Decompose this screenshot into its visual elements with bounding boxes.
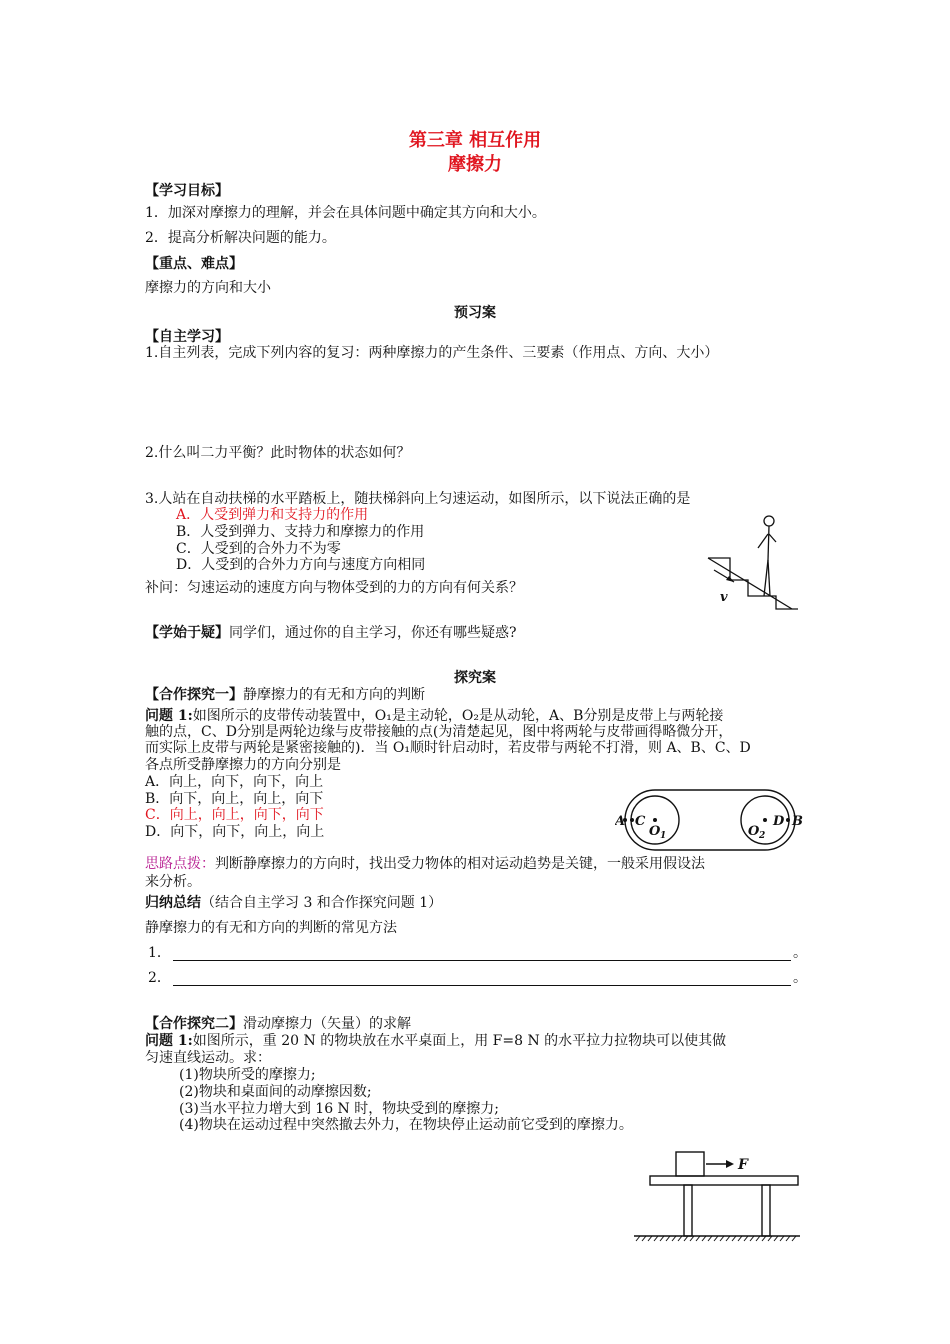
summary-label: 归纳总结: [145, 895, 201, 911]
problem2-text: 匀速直线运动。求：: [145, 1050, 271, 1066]
belt-drive-figure: [615, 787, 805, 853]
velocity-label: v: [720, 590, 728, 605]
coop2-line: [145, 1016, 411, 1033]
hint-line: [145, 856, 705, 873]
p2-item: (2)物块和桌面间的动摩擦因数;: [179, 1084, 372, 1100]
problem1-line: [145, 708, 723, 725]
problem1-label: 问题 1:: [145, 708, 193, 724]
problem2-text: 如图所示，重 20 N 的物块放在水平桌面上，用 F=8 N 的水平拉力拉物块可以使其做: [192, 1033, 727, 1049]
summary-subtitle: 静摩擦力的有无和方向的判断的常见方法: [145, 920, 397, 936]
force-label: F: [738, 1157, 748, 1173]
p2-item: (3)当水平拉力增大到 16 N 时，物块受到的摩擦力;: [179, 1101, 499, 1117]
blank-1-line[interactable]: [173, 960, 791, 961]
p1-option-c: C．向上，向上，向下，向下: [145, 807, 324, 823]
coop1-line: [145, 687, 425, 704]
objectives-heading: 【学习目标】: [145, 183, 229, 199]
belt-label-c: C: [635, 814, 646, 829]
page-subtitle: 摩擦力: [448, 154, 502, 175]
wheel-label-o2-sub: 2: [759, 831, 766, 841]
belt-label-d: D: [773, 814, 785, 829]
summary-note: （结合自主学习 3 和合作探究问题 1）: [201, 895, 443, 911]
blank-1-number: 1．: [148, 945, 171, 961]
p1-option-b: B．向下，向上，向上，向下: [145, 791, 324, 807]
p1-option-a: A．向上，向下，向下，向上: [145, 774, 324, 790]
question-1: 1.自主列表，完成下列内容的复习：两种摩擦力的产生条件、三要素（作用点、方向、大小）: [145, 345, 719, 361]
option-d: D．人受到的合外力方向与速度方向相同: [176, 557, 426, 573]
escalator-figure: [700, 510, 805, 615]
wheel-label-o1-sub: 1: [660, 831, 667, 841]
hint-text: 判断静摩擦力的方向时，找出受力物体的相对运动趋势是关键，一般采用假设法: [215, 856, 705, 872]
follow-up-question: 补问：匀速运动的速度方向与物体受到的力的方向有何关系？: [145, 580, 523, 596]
wheel-label-o1: O: [649, 824, 661, 839]
problem1-text: 各点所受静摩擦力的方向分别是: [145, 757, 341, 773]
option-c: C．人受到的合外力不为零: [176, 541, 341, 557]
problem1-text: 而实际上皮带与两轮是紧密接触的)．当 O₁顺时针启动时，若皮带与两轮不打滑，则 A、B、C、D: [145, 740, 751, 756]
p2-item: (1)物块所受的摩擦力;: [179, 1067, 316, 1083]
belt-label-a: A: [615, 814, 626, 829]
problem2-label: 问题 1:: [145, 1033, 193, 1049]
self-study-heading: 【自主学习】: [145, 329, 229, 345]
objective-item: 2．提高分析解决问题的能力。: [145, 230, 336, 246]
doubt-text: 同学们，通过你的自主学习，你还有哪些疑惑?: [229, 625, 517, 641]
problem1-text: 触的点，C、D分别是两轮边缘与皮带接触的点(为清楚起见，图中将两轮与皮带画得略微分开，: [145, 724, 733, 740]
question-3: 3.人站在自动扶梯的水平踏板上，随扶梯斜向上匀速运动，如图所示，以下说法正确的是: [145, 491, 691, 507]
p1-option-d: D．向下，向下，向上，向上: [145, 824, 325, 840]
explore-heading: 探究案: [454, 670, 496, 686]
problem2-line: [145, 1033, 726, 1050]
table-block-figure: [630, 1148, 805, 1243]
problem1-text: 如图所示的皮带传动装置中，O₁是主动轮，O₂是从动轮，A、B分别是皮带上与两轮接: [192, 708, 724, 724]
objective-item: 1．加深对摩擦力的理解，并会在具体问题中确定其方向和大小。: [145, 205, 546, 221]
blank-2-end: 。: [793, 970, 807, 986]
wheel-label-o2: O: [748, 824, 760, 839]
belt-label-b: B: [792, 814, 803, 829]
option-a: A．人受到弹力和支持力的作用: [176, 507, 369, 523]
coop1-heading: 【合作探究一】: [145, 687, 243, 703]
coop1-title: 静摩擦力的有无和方向的判断: [243, 687, 425, 703]
summary-line: [145, 895, 442, 912]
doubt-heading: 【学始于疑】: [145, 625, 229, 641]
hint-label: 思路点拨：: [145, 856, 215, 872]
key-points-text: 摩擦力的方向和大小: [145, 280, 271, 296]
p2-item: (4)物块在运动过程中突然撤去外力，在物块停止运动前它受到的摩擦力。: [179, 1117, 633, 1133]
key-points-heading: 【重点、难点】: [145, 256, 243, 272]
blank-1-end: 。: [793, 945, 807, 961]
option-b: B．人受到弹力、支持力和摩擦力的作用: [176, 524, 425, 540]
coop2-title: 滑动摩擦力（矢量）的求解: [243, 1016, 411, 1032]
blank-2-number: 2．: [148, 970, 171, 986]
question-2: 2.什么叫二力平衡？此时物体的状态如何？: [145, 445, 411, 461]
page-title: 第三章 相互作用: [408, 130, 542, 151]
doubt-line: [145, 625, 517, 642]
blank-2-line[interactable]: [173, 985, 791, 986]
coop2-heading: 【合作探究二】: [145, 1016, 243, 1032]
preview-heading: 预习案: [454, 305, 496, 321]
hint-text: 来分析。: [145, 874, 201, 890]
